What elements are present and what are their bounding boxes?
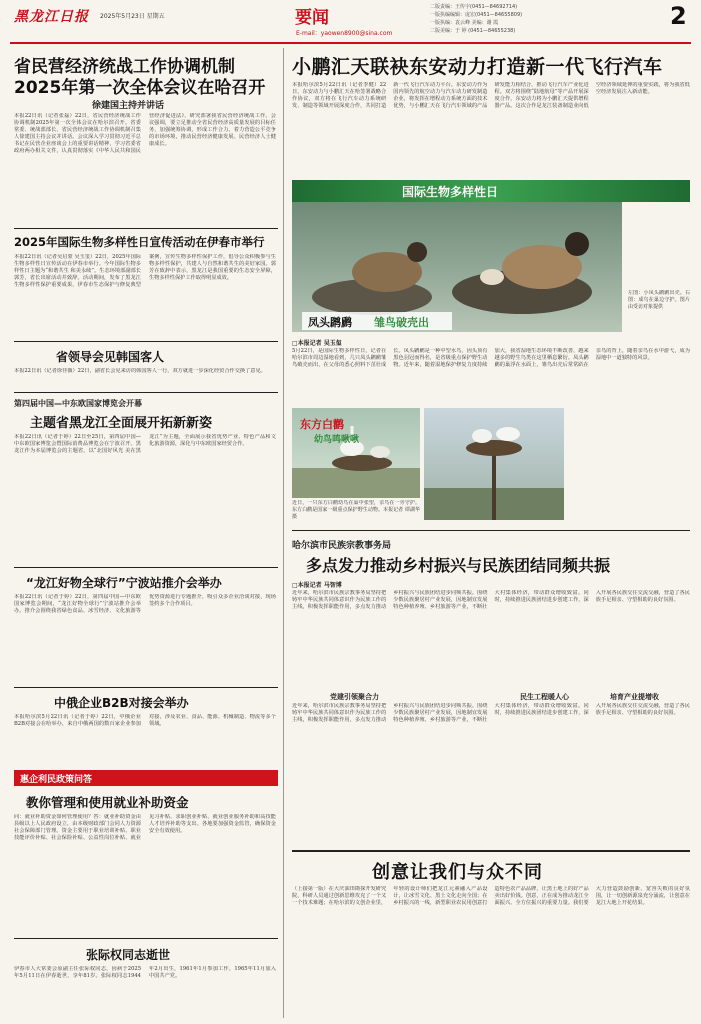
- article-subheadline: 徐建国主持并讲话: [92, 101, 165, 111]
- article-divider: [14, 938, 278, 939]
- editor-credits: [430, 3, 660, 35]
- section-title: 要闻: [295, 8, 329, 28]
- obituary-headline: 张际权同志逝世: [86, 948, 171, 962]
- article-headline: 中俄企业B2B对接会举办: [54, 696, 189, 710]
- editor-line: 一版执编编辑：庞宏(0451—84655809): [430, 12, 523, 18]
- editor-line: 二版责编：王传宇(0451—84692714): [430, 4, 518, 10]
- page-number: 2: [670, 2, 687, 30]
- article-headline: 省领导会见韩国客人: [56, 350, 165, 364]
- paper-logo: 黑龙江日报: [14, 9, 89, 25]
- photo-title: 凤头䴙䴘: [308, 316, 352, 329]
- masthead: [0, 0, 701, 44]
- article-body: 本报22日讯（记者于婷）22日，第四届中国—中东欧国家博览会期间，“龙江好物全球行”宁波站推介会举办。推介会围绕我省绿色食品、冰雪经济、文化旅游等优势资源进行专题推介，吸引众多企业洽谈对接，现场签约多个合作项目。: [14, 594, 276, 614]
- photo-title-plate: [302, 312, 452, 330]
- article-divider: [292, 530, 690, 531]
- article-body: 近年来，哈尔滨市民族宗教事务局坚持把铸牢中华民族共同体意识作为民族工作的主线，积极发挥职能作用，多点发力推动乡村振兴与民族团结进步同频共振。围绕少数民族聚居村产业发展，因地制宜发展特色种植养殖、乡村旅游等产业，不断壮大村集体经济，带动群众增收致富。同时，持续推进民族团结进步创建工作，深入开展各民族交往交流交融，营造了各民族手足相亲、守望相助的良好氛围。: [292, 703, 690, 723]
- article-body: 本报22日讯（记者吴启蒙 吴玉玺）22日，2025年国际生物多样性日宣传活动在伊春市举行。今年国际生物多样性日主题为“和谐共生 和美永续”。生态环境部副部长郭芳，省长出席活动并致辞。活动期间，发布了黑龙江生物多样性保护重要成果，伊春市生态保护与修复典型案例，宣传生物多样性保护工作，倡导公众积极参与生物多样性保护，共建人与自然和谐共生的美好家园。郭芳在致辞中表示，黑龙江是我国重要的生态安全屏障，生物多样性保护工作取得明显成效。: [14, 254, 276, 288]
- stork-nest-photo: [424, 408, 564, 520]
- article-kicker: 哈尔滨市民族宗教事务局: [292, 541, 392, 551]
- editor-line: 二版美编：于 婷 (0451—84655238): [430, 28, 516, 34]
- article-body: 本报22日讯（记者于婷）22日至25日，第四届中国—中东欧国家博览会暨国际消费品博览会在宁波召开。黑龙江作为本届博览会的主题省，以“北国好风光 美在黑龙江”为主题，全面展示我省优势产业、特色产品和文化旅游资源，深化与中东欧国家经贸合作。: [14, 434, 276, 454]
- article-divider: [14, 228, 278, 229]
- article-body: 本报哈尔滨5月22日讯（记者于婷）22日，中俄企业B2B对接会在哈举办，来自中俄两国的数百家企业参加对接，涉及农业、食品、能源、机械制造、物流等多个领域。: [14, 714, 276, 727]
- article-kicker: 第四届中国—中东欧国家博览会开幕: [14, 399, 142, 408]
- article-body: （上接第一版）在大庆油田勘探开发研究院，科研人员通过创新思维攻克了一个又一个技术难题；在哈尔滨的文创企业里，年轻的设计师们把龙江元素融入产品设计，让冰雪文化、黑土文化走向全国；在乡村振兴的一线，新型职业农民用创意打造特色农产品品牌，让黑土地上的好产品卖出好价钱。创意，正在成为推动龙江全面振兴、全方位振兴的重要力量。我们要大力营造鼓励创新、宽容失败的良好氛围，让一切创新源泉充分涌流，让创意在龙江大地上开花结果。: [292, 886, 690, 906]
- photo-subtitle: 雏鸟破壳出: [374, 316, 429, 329]
- article-divider: [14, 567, 278, 568]
- article-body: 本报哈尔滨5月22日讯（记者李健）22日，东安动力与小鹏汇天在哈签署战略合作协议，双方将在飞行汽车动力系统研发、制造等领域开展深度合作，共同打造新一代飞行汽车动力平台。东安动力作为国内领先的航空动力与汽车动力研发制造企业，将发挥在增程动力系统方面的技术优势，与小鹏汇天在飞行汽车领域的产品研发能力相结合，推动飞行汽车产业化进程。双方将围绕“陆地航母”等产品开展深度合作，东安动力将为小鹏汇天提供增程器产品。这次合作是龙江装备制造业向低空经济领域延伸的重要实践，将为我省低空经济发展注入新动能。: [292, 82, 690, 109]
- editor-line: 一版执编：袁云峰 美编：谢 霞: [430, 20, 499, 26]
- grebe-photo: [292, 202, 622, 332]
- biodiversity-banner-label: 国际生物多样性日: [402, 185, 499, 199]
- photo-caption: 左图：小凤头䴙䴘出壳。右图：成鸟在巢边守护。图片由受访对象提供: [628, 290, 690, 310]
- article-headline: 2025年第一次全体会议在哈召开: [14, 78, 266, 98]
- article-headline: 教你管理和使用就业补助资金: [26, 795, 189, 810]
- policy-banner-label: 惠企利民政策问答: [20, 775, 93, 785]
- stork-photo-title: 东方白鹳: [300, 418, 344, 431]
- masthead-rule: [10, 42, 691, 44]
- article-headline: “龙江好物全球行”宁波站推介会举办: [26, 576, 222, 590]
- article-headline: 小鹏汇天联袂东安动力打造新一代飞行汽车: [292, 56, 663, 78]
- article-headline: 创意让我们与众不同: [372, 862, 543, 883]
- article-divider: [14, 392, 278, 393]
- photo-caption: 近日，一只东方白鹳幼鸟在巢中张望，亲鸟在一旁守护。东方白鹳是国家一级重点保护野生动物。本报记者 谭湖华 摄: [292, 500, 420, 520]
- section-subheading: 党建引领聚合力: [330, 693, 379, 701]
- stork-photo: [292, 408, 420, 498]
- article-headline: 多点发力推动乡村振兴与民族团结同频共振: [306, 556, 611, 575]
- article-author: □本报记者 吴玉玺: [292, 340, 342, 347]
- article-headline: 主题省黑龙江全面展开拓新新姿: [30, 416, 213, 431]
- column-divider: [283, 48, 284, 1018]
- section-subheading: 培育产业提增收: [610, 693, 659, 701]
- article-body: 本报22日讯（记者徐佳薇）22日，副省长会见来访的韩国客人一行，双方就进一步深化经贸合作交换了意见。: [14, 368, 266, 374]
- article-headline: 2025年国际生物多样性日宣传活动在伊春市举行: [14, 235, 265, 249]
- policy-banner: [14, 770, 278, 786]
- article-divider: [14, 341, 278, 342]
- article-divider: [292, 850, 690, 852]
- section-subheading: 民生工程暖人心: [520, 693, 569, 701]
- biodiversity-banner: [292, 180, 690, 202]
- article-body: 伊春市人大常委会原副主任张际权同志，因病于2025年5月11日在伊春逝世，享年81岁。张际权同志1944年2月出生，1961年1月参加工作，1965年11月加入中国共产党。: [14, 966, 276, 979]
- article-body: 近年来，哈尔滨市民族宗教事务局坚持把铸牢中华民族共同体意识作为民族工作的主线，积极发挥职能作用，多点发力推动乡村振兴与民族团结进步同频共振。围绕少数民族聚居村产业发展，因地制宜发展特色种植养殖、乡村旅游等产业，不断壮大村集体经济，带动群众增收致富。同时，持续推进民族团结进步创建工作，深入开展各民族交往交流交融，营造了各民族手足相亲、守望相助的良好氛围。: [292, 590, 690, 610]
- section-email: E-mail：yaowen8900@sina.com: [296, 30, 393, 37]
- stork-photo-subtitle: 幼鸟鸣啾啾: [314, 435, 360, 445]
- article-headline: 省民营经济统战工作协调机制: [14, 57, 235, 77]
- article-body: 5月22日，是国际生物多样性日，记者在哈尔滨市周边湿地看到，几只凤头䴙䴘雏鸟破壳而出，在父母的悉心照料下茁壮成长。凤头䴙䴘是一种中型水鸟，因头顶有黑色羽冠而得名，是省级重点保护野生动物。近年来，随着湿地保护修复力度持续加大，我省湿地生态环境不断改善，越来越多的野生鸟类在这里栖息繁衍。凤头䴙䴘的巢浮在水面上，雏鸟出壳后常常趴在亲鸟的背上，随着亲鸟在水中游弋，成为湿地中一道独特的风景。: [292, 348, 690, 368]
- issue-date: 2025年5月23日 星期五: [100, 13, 165, 20]
- article-body: 本报22日讯（记者张磊）22日，省民营经济统战工作协调机制2025年第一次全体会议在哈尔滨召开。省委常委、统战部部长、省民营经济统战工作协调机制召集人徐建国主持会议并讲话。会议深入学习贯彻习近平总书记在民营企业座谈会上的重要讲话精神，学习省委省政府两办相关文件，认真贯彻落实《中华人民共和国民营经济促进法》，研究部署我省民营经济统战工作。会议强调，要立足推动全省民营经济高质量发展的目标任务，加强统筹协调，形成工作合力，着力营造公平竞争的市场环境，推动民营经济健康发展、民营经济人士健康成长。: [14, 113, 276, 154]
- stork-nest-illustration: [424, 408, 564, 520]
- article-author: □本报记者 马智博: [292, 582, 342, 589]
- article-divider: [14, 687, 278, 688]
- article-body: 问：就业补助资金如何管理使用？答：就业补助资金由县级以上人民政府设立，由本级财政部门会同人力资源社会保障部门管理。资金主要用于职业培训补贴、职业技能评价补贴、社会保险补贴、公益性岗位补贴、就业见习补贴、求职创业补贴、就业创业服务补助和高技能人才培养补助等支出。各地要加强资金监管，确保资金安全有效使用。: [14, 814, 276, 841]
